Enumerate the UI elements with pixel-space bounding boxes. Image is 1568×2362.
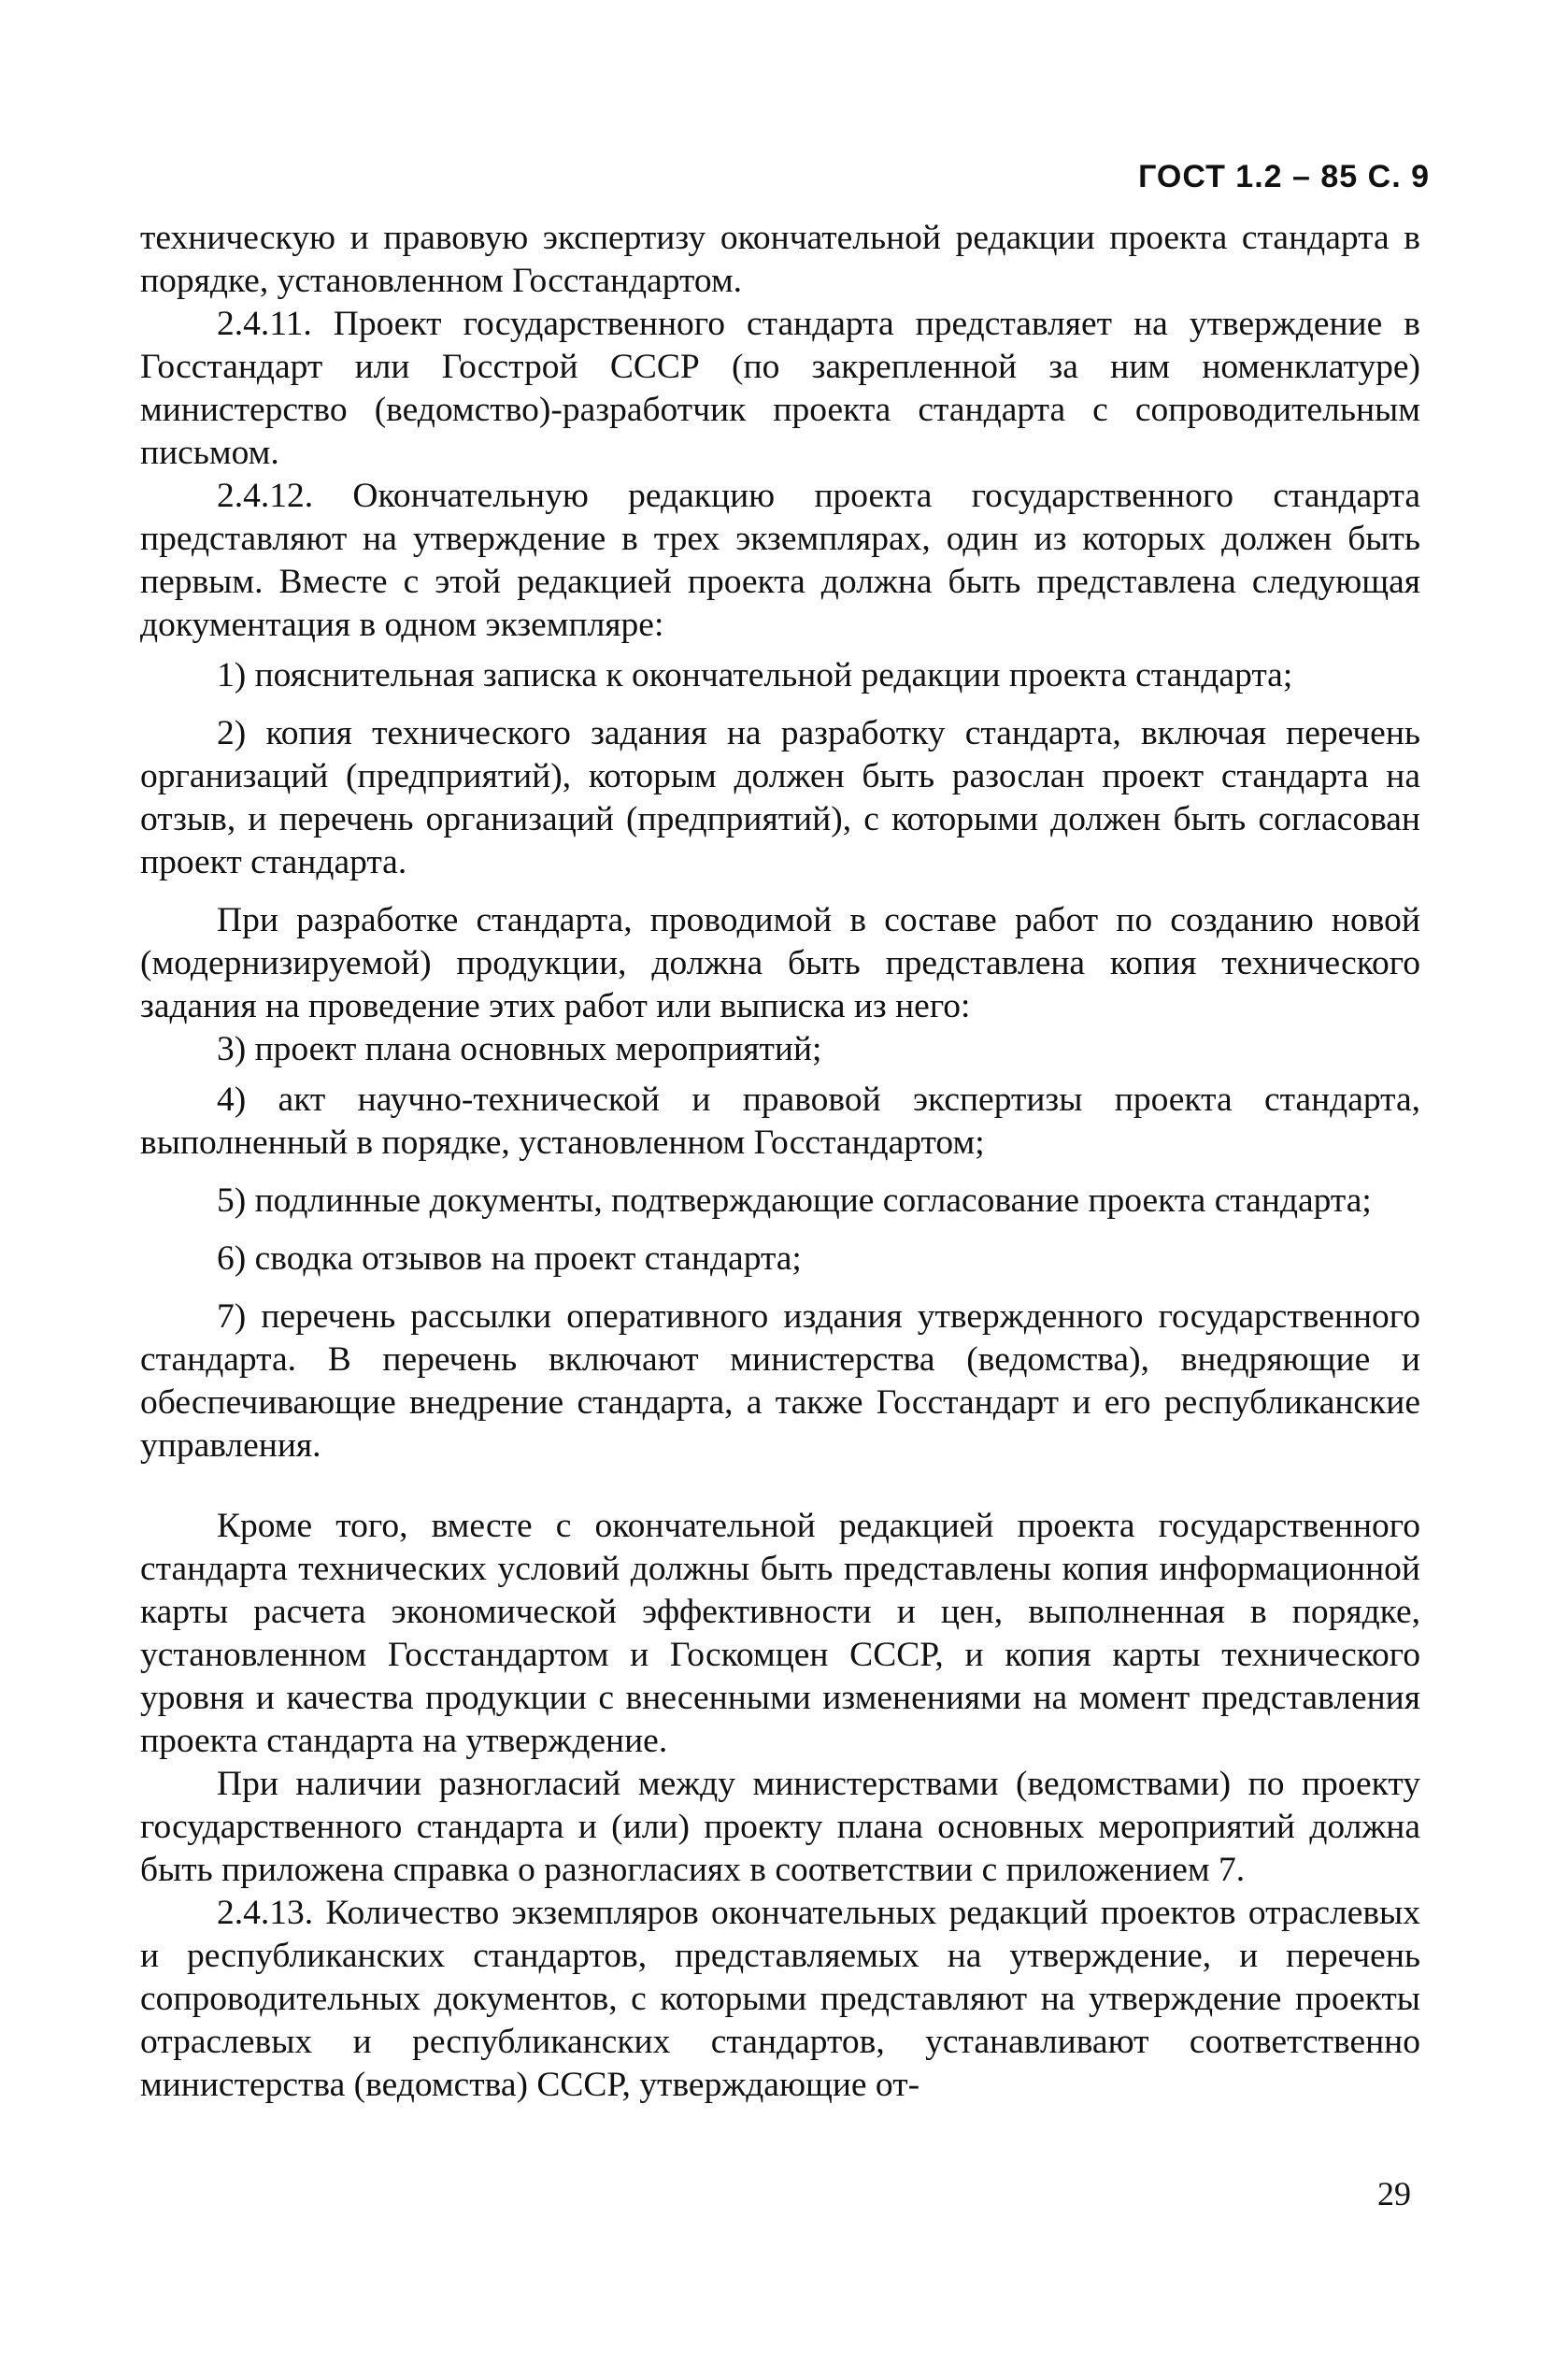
body-text — [140, 217, 1420, 2107]
clause-2-4-11: 2.4.11. Проект государственного стандарта представляет на утверждение в Госстандарт или Госстрой СССР (по закрепленной за ним номенклатуре) министерство (ведомство)-разработчик проекта стандарта с сопроводительным письмом. — [140, 305, 1420, 472]
running-head: ГОСТ 1.2 – 85 С. 9 — [1138, 159, 1430, 194]
paragraph-continuation: техническую и правовую экспертизу окончательной редакции проекта стандарта в порядке, установленном Госстандартом. — [140, 219, 1420, 300]
clause-2-4-12: 2.4.12. Окончательную редакцию проекта государственного стандарта представляют на утверждение в трех экземплярах, один из которых должен быть первым. Вместе с этой редакцией проекта должна быть представлена следующая документация в одном экземпляре: — [140, 477, 1420, 644]
list-item-3: 3) проект плана основных мероприятий; — [217, 1030, 822, 1068]
list-item-2: 2) копия технического задания на разработку стандарта, включая перечень организаций (предприятий), которым должен быть разослан проект стандарта на отзыв, и перечень организаций (предприятий), с которыми должен быть согласован проект стандарта. — [140, 714, 1420, 881]
paragraph-disagreements: При наличии разногласий между министерствами (ведомствами) по проекту государственного стандарта и (или) проекту плана основных мероприятий должна быть приложена справка о разногласиях в соответствии с приложением 7. — [140, 1765, 1420, 1889]
list-item-7: 7) перечень рассылки оперативного издания утвержденного государственного стандарта. В перечень включают министерства (ведомства), внедряющие и обеспечивающие внедрение стандарта, а также Госстандарт и его республиканские управления. — [140, 1297, 1420, 1465]
list-item-4: 4) акт научно-технической и правовой экспертизы проекта стандарта, выполненный в порядке, установленном Госстандартом; — [140, 1081, 1420, 1162]
paragraph-additional-docs: Кроме того, вместе с окончательной редакцией проекта государственного стандарта технических условий должны быть представлены копия информационной карты расчета экономической эффективности и цен, выполненная в порядке, установленном Госстандартом и Госкомцен СССР, и копия карты технического уровня и качества продукции с внесенными изменениями на момент представления проекта стандарта на утверждение. — [140, 1507, 1420, 1760]
page-number: 29 — [1377, 2175, 1411, 2212]
list-item-5: 5) подлинные документы, подтверждающие согласование проекта стандарта; — [217, 1181, 1372, 1220]
list-item-1: 1) пояснительная записка к окончательной редакции проекта стандарта; — [217, 656, 1293, 694]
clause-2-4-13: 2.4.13. Количество экземпляров окончательных редакций проектов отраслевых и республиканских стандартов, представляемых на утверждение, и перечень сопроводительных документов, с которыми представляют на утверждение проекты отраслевых и республиканских стандартов, устанавливают соответственно министерства (ведомства) СССР, утверждающие от- — [140, 1894, 1420, 2104]
list-item-6: 6) сводка отзывов на проект стандарта; — [217, 1239, 802, 1278]
paragraph-development: При разработке стандарта, проводимой в составе работ по созданию новой (модернизируемой) продукции, должна быть представлена копия технического задания на проведение этих работ или выписка из него: — [140, 901, 1420, 1025]
